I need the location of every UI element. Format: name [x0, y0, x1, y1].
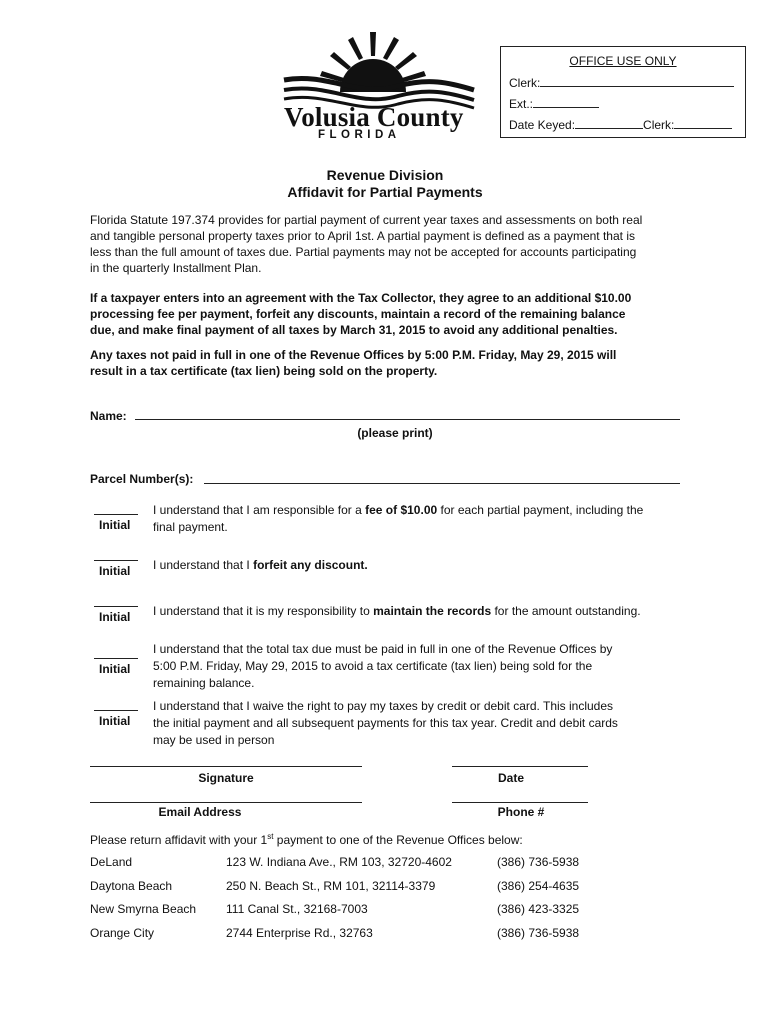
warning-line: Any taxes not paid in full in one of the Revenue Offices by 5:00 P.M. Friday, May 29, 2015 will	[90, 348, 617, 362]
clerk-line	[509, 74, 734, 90]
signature-field[interactable]	[90, 756, 362, 767]
name-label: Name:	[90, 409, 127, 423]
initial-label: Initial	[99, 714, 131, 728]
statement-text: I understand that I waive the right to pay my taxes by credit or debit card. This includes	[153, 699, 614, 713]
statement-emphasis: fee of $10.00	[365, 503, 438, 517]
statement-text: I understand that it is my responsibility to	[153, 604, 374, 618]
agreement-line: If a taxpayer enters into an agreement with the Tax Collector, they agree to an additional $10.00	[90, 291, 632, 305]
ext-line	[509, 95, 599, 111]
office-use-box	[500, 46, 746, 138]
statement-records	[153, 603, 683, 620]
date-keyed-line	[509, 116, 732, 132]
statement-text: I understand that I am responsible for a	[153, 503, 366, 517]
agreement-line: due, and make final payment of all taxes by March 31, 2015 to avoid any additional penalties.	[90, 323, 618, 337]
parcel-label: Parcel Number(s):	[90, 472, 194, 486]
ext-field[interactable]	[533, 95, 599, 108]
statement-text: I understand that the total tax due must be paid in full in one of the Revenue Offices by	[153, 642, 613, 656]
statement-text: I understand that I	[153, 558, 254, 572]
office-phone: (386) 736-5938	[497, 855, 580, 869]
office-phone: (386) 736-5938	[497, 926, 580, 940]
statement-text: may be used in person	[153, 733, 275, 747]
statement-fee	[153, 502, 683, 536]
page-title: Affidavit for Partial Payments	[287, 184, 483, 200]
initial-label: Initial	[99, 518, 131, 532]
statement-pay-in-full	[153, 641, 683, 692]
name-field[interactable]	[135, 406, 680, 420]
phone-field[interactable]	[452, 792, 588, 803]
date-keyed-field[interactable]	[575, 116, 643, 129]
intro-paragraph	[90, 212, 680, 276]
initial-field[interactable]	[94, 548, 138, 561]
statement-text: for the amount outstanding.	[491, 604, 641, 618]
date-keyed-label: Date Keyed:	[509, 118, 576, 132]
statement-emphasis: maintain the records	[373, 604, 492, 618]
initial-field[interactable]	[94, 502, 138, 515]
intro-line: and tangible personal property taxes prior to April 1st. A partial payment is defined as a payment that is	[90, 229, 635, 243]
initial-field[interactable]	[94, 698, 138, 711]
statement-text: final payment.	[153, 520, 228, 534]
clerk-label: Clerk:	[509, 76, 541, 90]
division-heading: Revenue Division	[326, 167, 444, 183]
please-print-note: (please print)	[357, 426, 433, 440]
statement-emphasis: forfeit any discount.	[253, 558, 368, 572]
clerk2-label: Clerk:	[643, 118, 675, 132]
date-label: Date	[497, 771, 524, 785]
initial-label: Initial	[99, 610, 131, 624]
statement-text: 5:00 P.M. Friday, May 29, 2015 to avoid a tax certificate (tax lien) being sold for the	[153, 659, 593, 673]
return-instructions	[90, 832, 523, 847]
warning-line: result in a tax certificate (tax lien) being sold on the property.	[90, 364, 438, 378]
statement-waive-card	[153, 698, 683, 749]
office-city: New Smyrna Beach	[90, 902, 197, 916]
office-phone: (386) 254-4635	[497, 879, 580, 893]
clerk-field[interactable]	[540, 74, 734, 87]
initial-field[interactable]	[94, 594, 138, 607]
office-address: 111 Canal St., 32168-7003	[226, 902, 368, 916]
return-superscript: st	[267, 832, 274, 841]
office-city: Daytona Beach	[90, 879, 173, 893]
clerk2-field[interactable]	[674, 116, 732, 129]
agreement-paragraph	[90, 290, 680, 338]
statement-text: the initial payment and all subsequent payments for this tax year. Credit and debit cards	[153, 716, 618, 730]
return-text: Please return affidavit with your 1	[90, 833, 268, 847]
phone-label: Phone #	[497, 805, 545, 819]
intro-line: Florida Statute 197.374 provides for partial payment of current year taxes and assessments on both real	[90, 213, 643, 227]
date-field[interactable]	[452, 756, 588, 767]
office-city: DeLand	[90, 855, 133, 869]
statement-text: remaining balance.	[153, 676, 255, 690]
intro-line: in the quarterly Installment Plan.	[90, 261, 262, 275]
initial-field[interactable]	[94, 646, 138, 659]
statement-discount	[153, 557, 683, 574]
logo-state-name: FLORIDA	[318, 129, 401, 141]
warning-paragraph	[90, 347, 680, 379]
logo-county-name: Volusia County	[284, 102, 464, 132]
office-phone: (386) 423-3325	[497, 902, 580, 916]
intro-line: less than the full amount of taxes due. Partial payments may not be accepted for accounts participating	[90, 245, 637, 259]
office-use-title: OFFICE USE ONLY	[569, 54, 677, 68]
initial-label: Initial	[99, 662, 131, 676]
office-address: 2744 Enterprise Rd., 32763	[226, 926, 373, 940]
parcel-field[interactable]	[204, 470, 680, 484]
signature-label: Signature	[198, 771, 254, 785]
agreement-line: processing fee per payment, forfeit any discounts, maintain a record of the remaining balance	[90, 307, 626, 321]
email-label: Email Address	[158, 805, 242, 819]
email-field[interactable]	[90, 792, 362, 803]
statement-text: for each partial payment, including the	[437, 503, 644, 517]
initial-label: Initial	[99, 564, 131, 578]
office-address: 250 N. Beach St., RM 101, 32114-3379	[226, 879, 436, 893]
return-text: payment to one of the Revenue Offices below:	[273, 833, 523, 847]
ext-label: Ext.:	[509, 97, 534, 111]
office-city: Orange City	[90, 926, 155, 940]
office-address: 123 W. Indiana Ave., RM 103, 32720-4602	[226, 855, 452, 869]
